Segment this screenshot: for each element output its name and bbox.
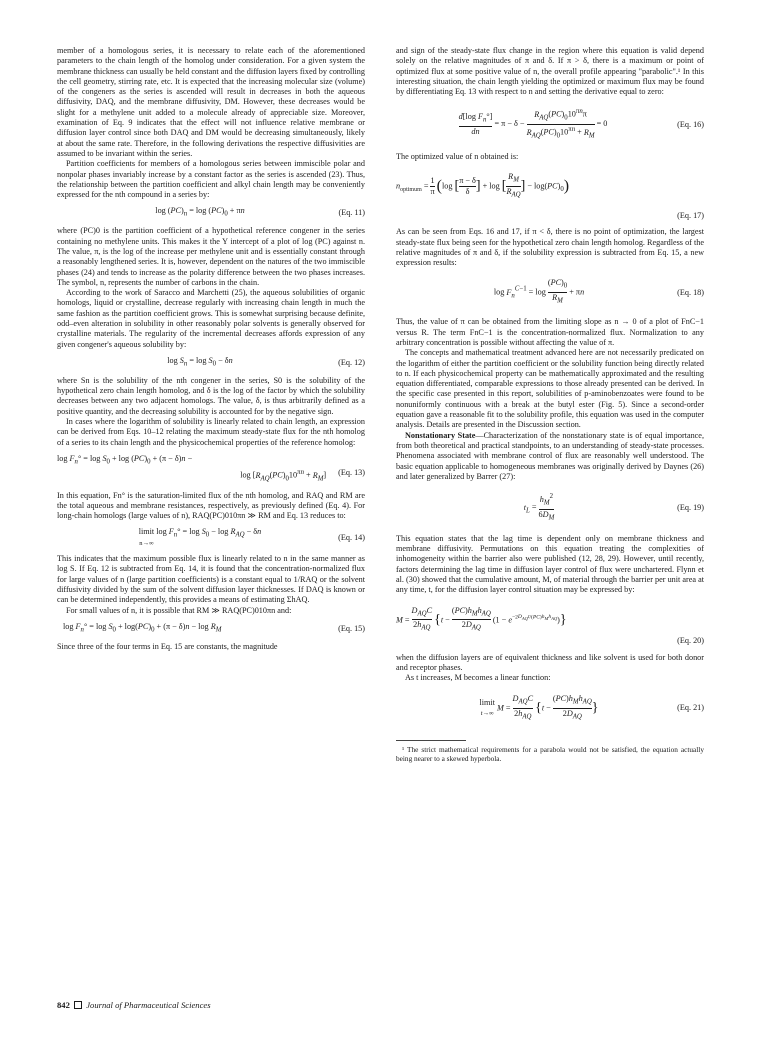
paragraph: As can be seen from Eqs. 16 and 17, if π < δ, there is no point of optimization, the largest steady-state flux being seen for the hypothetical zero chain length homolog. Regardless of the relative magnitudes of π and δ, if the solubility expression is subtracted from Eq. 15, a new expression results: [396, 227, 704, 268]
equation-11 [57, 206, 365, 220]
paragraph: Thus, the value of π can be obtained from the limiting slope as n → 0 of a plot of FnC−1 versus R. The term FnC−1 is the concentration-normalized flux. Normalization to any arbitrary concentration is possible without affecting the value of π. [396, 317, 704, 347]
paragraph: and sign of the steady-state flux change in the region where this equation is valid depend solely on the relative magnitudes of π and δ. If π > δ, there is a maximum or point of optimized flux at some positive value of n, the overall profile appearing "parabolic".¹ In this interesting situation, the chain length yielding the optimized or maximum flux may be found by differentiating Eq. 13 with respect to n and setting the derivative equal to zero: [396, 46, 704, 97]
paragraph: where Sn is the solubility of the nth congener in the series, S0 is the solubility of the hypothetical zero chain length homolog, and δ is the log of the factor by which the solubility decreases between any two adjacent homologs. The value, δ, is thus arbitrarily defined as a positive quantity, and the decreasing solubility is accounted for by the negative sign. [57, 375, 365, 416]
paragraph: Since three of the four terms in Eq. 15 are constants, the magnitude [57, 641, 278, 651]
paragraph: According to the work of Saracco and Marchetti (25), the aqueous solubilities of organic homologs, liquid or crystalline, decrease regularly with increasing chain length in much the same fashion as the partition coefficient grows. This is somewhat surprising because definite, odd–even alteration in solubility in other reasonably polar solvents is generally observed for crystalline materials. The regularity of the incremental decreases affords expression of any given congener's aqueous solubility by: [57, 288, 365, 349]
separator-box-icon [74, 1001, 82, 1009]
equation-17-expression: $n_{optimum}$ = $\frac{1}{\pi}$ (log [ $\frac{\pi - \delta}{\delta}$ ] + log [ $R_M$ $R_{AQ}$ ] − $\log(PC)_0$) [396, 172, 570, 199]
paragraph: The optimized value of n obtained is: [396, 151, 519, 161]
equation-15 [57, 622, 365, 636]
paragraph: In cases where the logarithm of solubility is linearly related to chain length, an expression can be derived from Eqs. 10–12 relating the maximum steady-state flux for the nth homolog of a series to its chain length and the physicochemical properties of the reference homolog: [57, 417, 365, 447]
equation-18 [396, 278, 704, 307]
equation-11-expression: $\log (PC)_n = \log (PC)_0 + \pi n$ [155, 206, 245, 219]
equation-20-number: (Eq. 20) [677, 636, 704, 646]
equation-15-number: (Eq. 15) [338, 623, 365, 633]
equation-16-expression: $\frac{d[\log F_n^\circ]}{dn}$ = π − δ − $R_{AQ}(PC)_010^{\pi n}\pi$ $R_{AQ}(PC)_010^{\pi n} + R_M$ = 0 [458, 108, 608, 140]
footnote: ¹ The strict mathematical requirements for a parabola would not be satisfied, the equation actually being nearer to a skewed hyperbola. [396, 745, 704, 764]
equation-12 [57, 356, 365, 370]
footnote-divider [396, 740, 466, 741]
paragraph: when the diffusion layers are of equivalent thickness and like solvent is used for both donor and receptor phases. [396, 652, 704, 672]
equation-19 [396, 492, 704, 524]
left-column [57, 46, 365, 652]
equation-14 [57, 527, 365, 548]
equation-21-expression: limit t→∞ M = $D_{AQ}C$ $2h_{AQ}$ {t − $(PC)h_Mh_{AQ}$ $2D_{AQ}$ } [479, 693, 599, 721]
journal-name: Journal of Pharmaceutical Sciences [86, 1000, 211, 1010]
equation-18-number: (Eq. 18) [677, 287, 704, 297]
equation-17-number: (Eq. 17) [677, 211, 704, 220]
section-heading: Nonstationary State [405, 430, 476, 440]
paragraph: member of a homologous series, it is necessary to relate each of the aforementioned parameters to the chain length of the homolog under consideration. For a given system the membrane thickness can usually be held constant and the diffusion layers fixed by controlling the cell geometry, stirring rate, etc. It is expected that the increasing molecular size (volume) of the congeners as the series is ascended will result in decreases in both the aqueous diffusivity, DAQ, and the membrane diffusivity, DM. However, these decreases would be slight for a methylene unit added to a molecule already of appreciable size. Moreover, examination of Eq. 9 indicates that the effect will not influence relative membrane or diffusion layer control since both DAQ and DM would be decreasing simultaneously, likely at about the same rate. Therefore, in the following derivations the respective diffusivities are assumed to be invariant within the series. [57, 46, 365, 158]
paragraph: Nonstationary State—Characterization of the nonstationary state is of equal importance, from both theoretical and practical standpoints, to an understanding of steady-state processes. Phenomena associated with membrane control of flux are reasonably well understood. The basic equation applicable to homogeneous membranes was originally derived by Daynes (26) and later generalized by Barrer (27): [396, 430, 704, 481]
paragraph: where (PC)0 is the partition coefficient of a hypothetical reference congener in the series containing no methylene units. This makes it the Y intercept of a plot of log (PC) against n. The value, π, is the log of the increase per methylene unit and is essentially constant through a reasonably lengthened series. It is, however, dependent on the natures of the two immiscible phases (24) and tends to increase as the polarity difference between the two phases increases. The symbol, n, represents the number of carbons in the chain. [57, 226, 365, 287]
equation-17 [396, 172, 704, 201]
paragraph: Partition coefficients for members of a homologous series between immiscible polar and nonpolar phases invariably increase by a constant factor as the series is ascended (23). Thus, the relationship between the partition coefficient and alkyl chain length may be conveniently expressed for the nth compound in a series by: [57, 159, 365, 200]
equation-18-expression: $\log F_n^{C-1} = \log$ $\frac{(PC)_0}{R_M}$ + πn [493, 278, 585, 306]
equation-19-number: (Eq. 19) [677, 502, 704, 512]
equation-12-expression: $\log S_n = \log S_0 - \delta n$ [167, 355, 233, 368]
paragraph: This indicates that the maximum possible flux is linearly related to n in the same manner as log S. If Eq. 12 is subtracted from Eq. 14, it is found that the concentration-normalized flux for large values of n (large partition coefficients) is a constant equal to 1/RAQ or the solvent diffusivity divided by the sum of the solvent diffusion layer thicknesses. If DAQ is known or can be determined independently, this provides a means of estimating ΣhAQ. [57, 554, 365, 605]
paragraph: This equation states that the lag time is dependent only on membrane thickness and membrane diffusivity. Permutations on this equation treating the complexities of inhomogeneity within the barrier also were published (12, 28, 29). However, until recently, factors determining the lag time in diffusion layer control of flux were unchartered. Flynn et al. (30) showed that the cumulative amount, M, of material through the barrier per unit area at any time, t, for the diffusion layer control situation may be expressed by: [396, 533, 704, 595]
equation-20-expression: M = $D_{AQ}C$ $2h_{AQ}$ {t − $(PC)h_Mh_{AQ}$ $2D_{AQ}$ $(1 - e^{-2D_{AQ}t/(PC)h_Mh_{AQ}})$} [396, 605, 567, 633]
equation-20 [396, 606, 704, 635]
equation-16 [396, 107, 704, 141]
paragraph: The concepts and mathematical treatment advanced here are not necessarily predicated on the logarithm of either the partition coefficient or the solubility function being directly related to n. If each physicochemical property can be mathematically approximated and the resulting equation differentiated, comparable expressions to those already presented can be derived. In the specific case presented in this report, solubilities of p-aminobenzoates were found to be nonuniformly continuous with a break at the butyl ester (Fig. 5). Since a second-order equation gave a reasonable fit to the solubility profile, this equation was used in the computer analysis. Details are presented in the Discussion section. [396, 348, 704, 430]
equation-21-number: (Eq. 21) [677, 702, 704, 712]
equation-16-number: (Eq. 16) [677, 119, 704, 129]
right-column [396, 46, 704, 763]
page-number: 842 [57, 1000, 70, 1010]
equation-14-number: (Eq. 14) [338, 532, 365, 542]
equation-13-number: (Eq. 13) [338, 467, 365, 477]
equation-11-number: (Eq. 11) [338, 208, 365, 218]
paragraph: In this equation, Fn° is the saturation-limited flux of the nth homolog, and RAQ and RM are the total aqueous and membrane resistances, respectively, as previously defined (Eq. 4). For long-chain homologs (large values of n), RAQ(PC)010πn ≫ RM and Eq. 13 reduces to: [57, 490, 365, 521]
page-footer [57, 1000, 211, 1010]
equation-13 [57, 454, 365, 485]
paragraph: As t increases, M becomes a linear function: [405, 673, 551, 683]
equation-19-expression: $t_L$ = $\frac{h_M^2}{6D_M}$ [523, 493, 555, 522]
paragraph: For small values of n, it is possible that RM ≫ RAQ(PC)010πn and: [66, 605, 292, 615]
equation-21 [396, 694, 704, 723]
equation-14-expression: limit n→∞ $\log F_n^\circ = \log S_0 - \log R_{AQ} - \delta n$ [138, 527, 262, 547]
equation-12-number: (Eq. 12) [338, 357, 365, 367]
equation-13-line-1: $\log F_n^\circ = \log S_0 + \log (PC)_0 + (\pi - \delta)n$ − [57, 453, 193, 466]
equation-13-line-2: $\log [R_{AQ}(PC)_010^{\pi n} + R_M]$ [240, 468, 327, 483]
equation-15-expression: $\log F_n^\circ = \log S_0 + \log(PC)_0 + (\pi - \delta)n - \log R_M$ [63, 621, 222, 634]
